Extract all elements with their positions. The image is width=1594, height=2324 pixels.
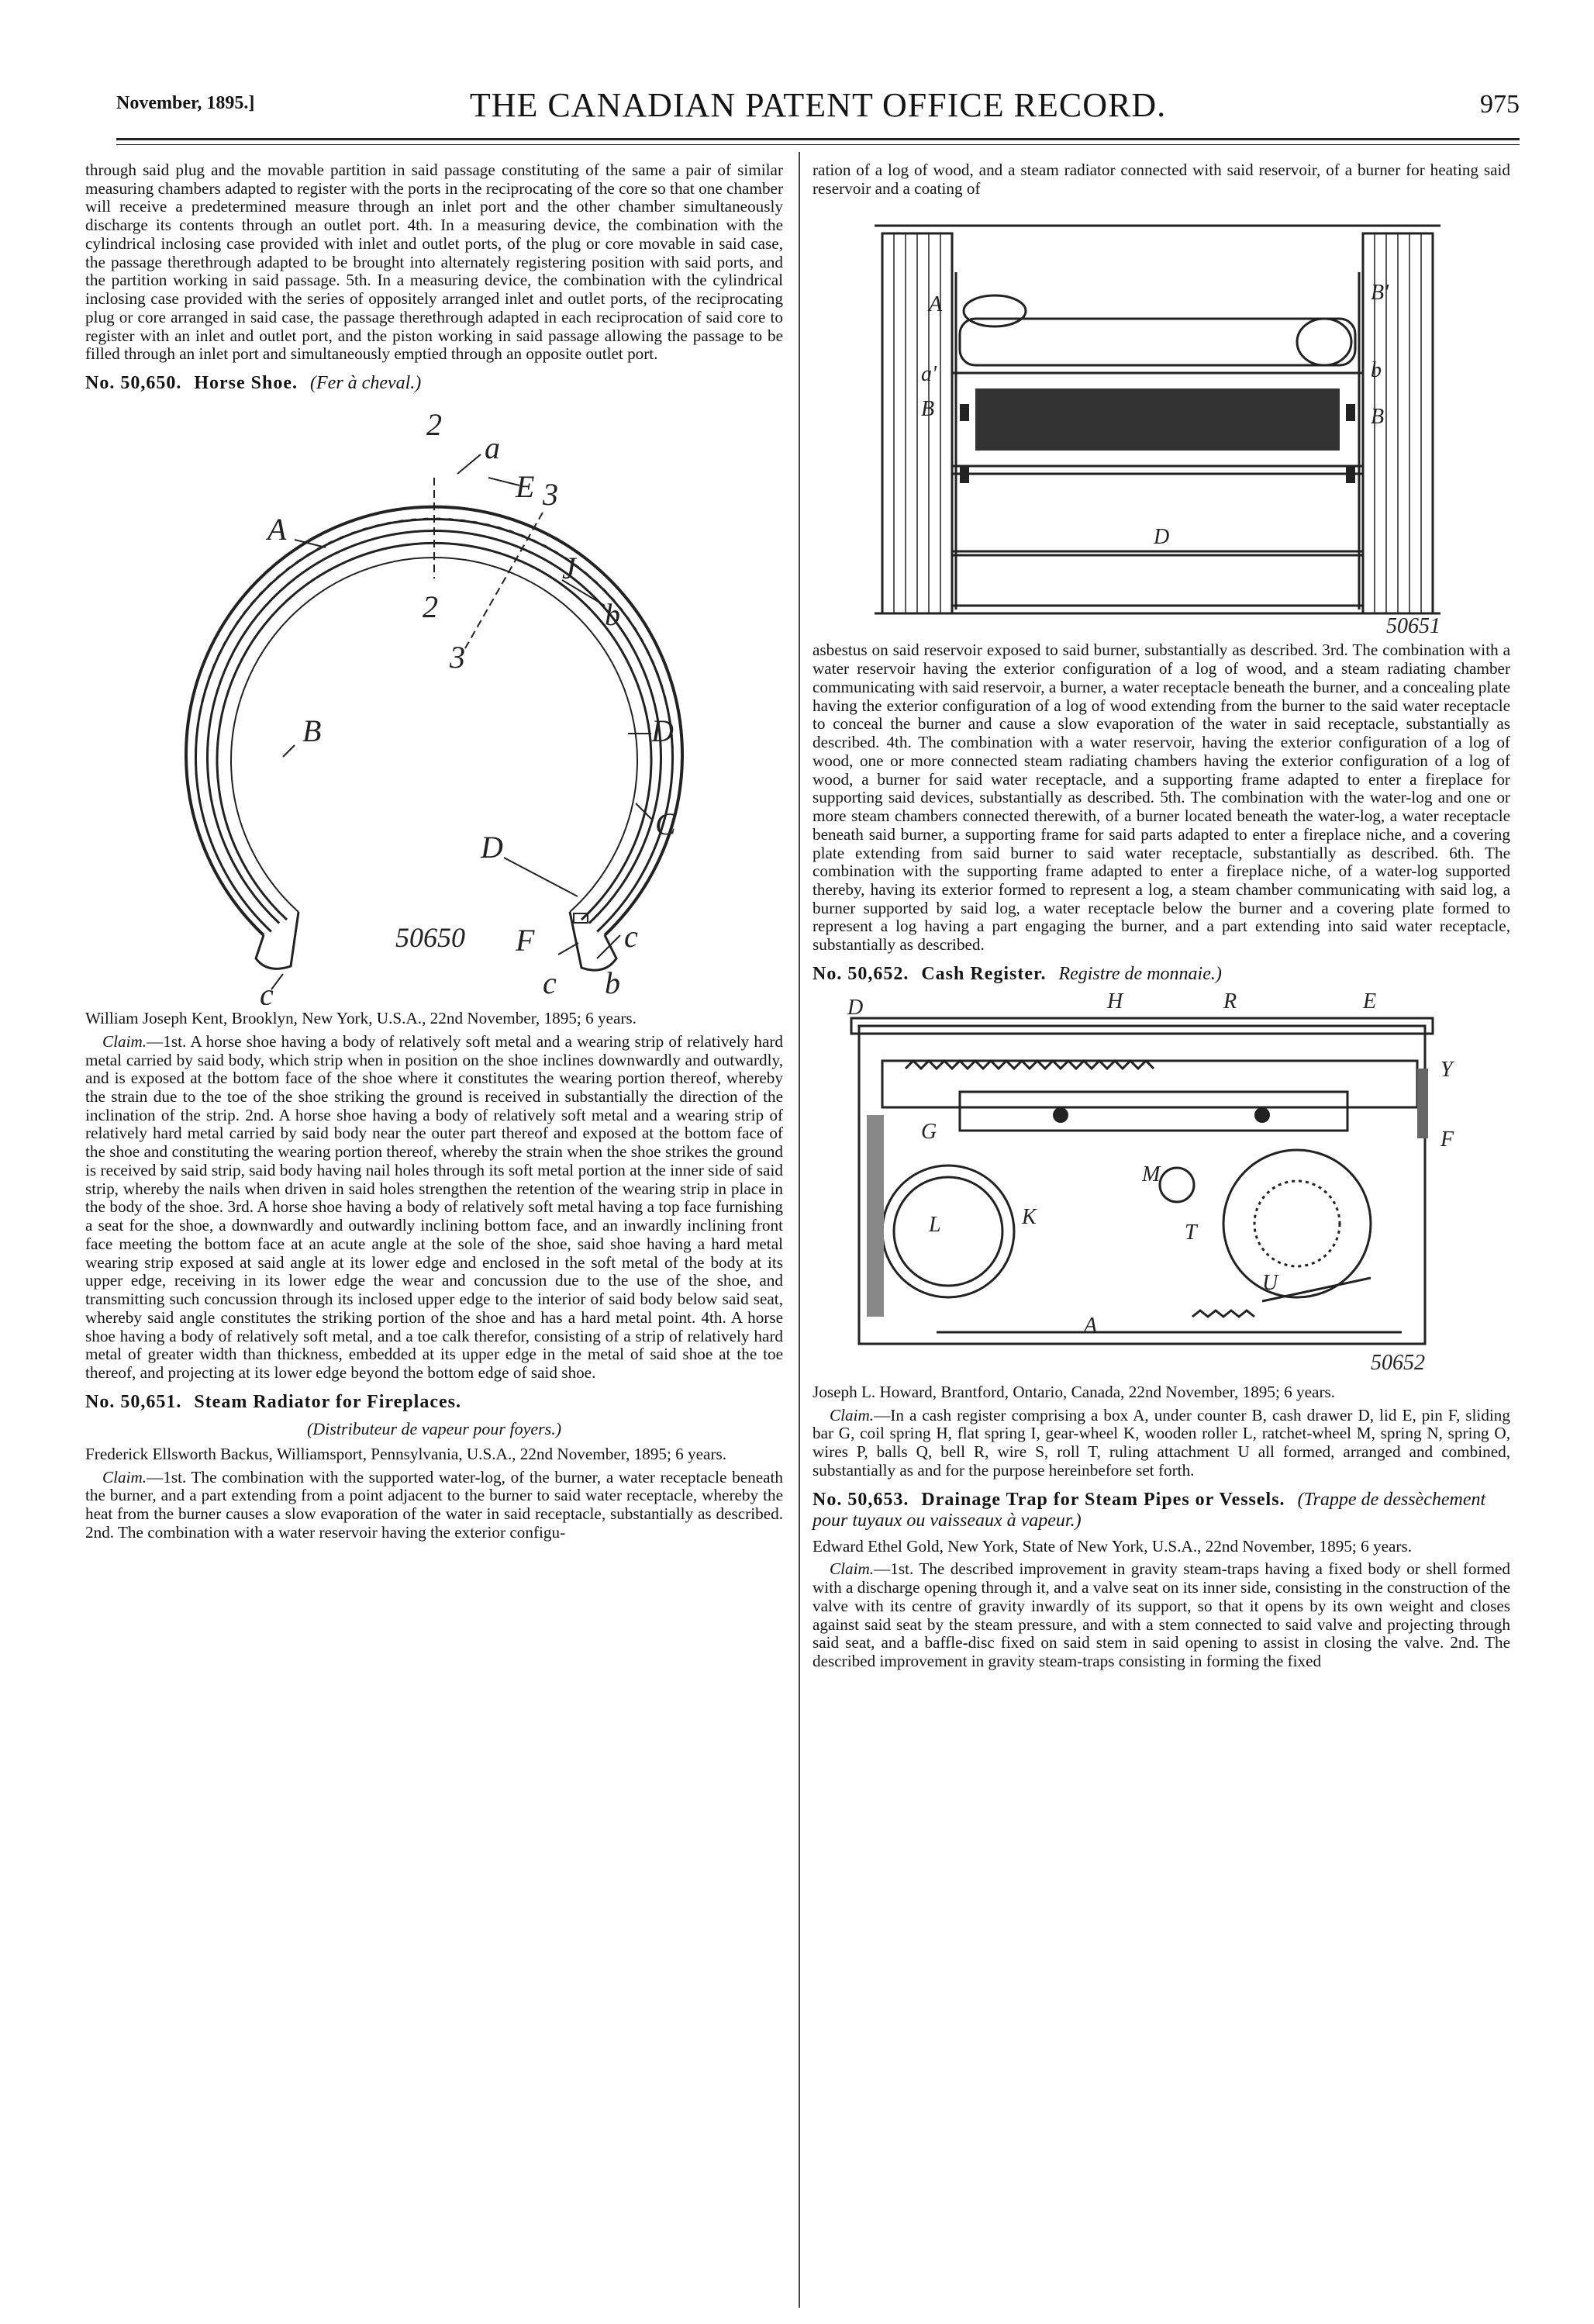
steam-radiator-figure — [828, 202, 1495, 637]
fig-label: E — [516, 469, 535, 505]
burner-fill — [975, 388, 1340, 451]
claim-text: —1st. The combination with the supported water-log, of the burner, a water receptacle beneath the burner, and a part extending from a point adjacent to the burner to said water receptacle, whereby the heat from the burner causes a slow evaporation of the water in said receptacle, substantially as described. 2nd. The combination with a water reservoir having the exterior configu- — [85, 1467, 783, 1542]
fig-label: B' — [1371, 281, 1389, 306]
claim-label: Claim. — [830, 1559, 875, 1579]
fig-label: G — [921, 1119, 937, 1144]
figure-number: 50650 — [395, 922, 465, 954]
fig-label: c — [624, 919, 638, 955]
continued-claim-text: through said plug and the movable partition in said passage constituting of the same a pair of similar measuring chambers adapted to register with the ports in the reciprocating of the core so that one chamber will receive a predetermined measure through an inlet port and the other chamber simultaneously discharge its contents through an outlet port. 4th. In a measuring device, the combination with the cylindrical inclosing case provided with inlet and outlet ports, of the plug or core movable in said case, the passage therethrough adapted to be brought into alternately registering position with said ports, and the partition working in said passage. 5th. In a measuring device, the combination with the cylindrical inclosing case provided with the series of oppositely arranged inlet and outlet ports, of the reciprocating plug or core arranged in said case, the passage therethrough adapted in each reciprocation of said core to register with an inlet and outlet port, and the piston working in said passage allowing the passage to be filled through an inlet port and simultaneously emptied through an opposite outlet port. — [85, 161, 783, 364]
continued-claim-text: asbestus on said reservoir exposed to said burner, substantially as described. 3rd. The combination with a water reservoir having the exterior configuration of a log of wood, and a steam radiating chamber communicating with said reservoir, a burner, a water receptacle beneath the burner, and a concealing plate having the exterior configuration of a log of wood extending from the burner to the said water receptacle to conceal the burner and cause a slow evaporation of the water in said receptacle, substantially as described. 4th. The combination with a water reservoir, having the exterior configuration of a log of wood, one or more connected steam radiating chambers having the exterior configuration of a log of wood, a burner for said water receptacle, and a supporting frame adapted to enter a fireplace for supporting said devices, substantially as described. 5th. The combination with the water-log and one or more steam chambers connected therewith, of a burner located beneath the water-log, a water receptacle beneath said burner, a supporting frame for said parts adapted to enter a fireplace niche, and a covering plate extending from said burner to said water receptacle, substantially as described. 6th. The combination with the supporting frame adapted to enter a fireplace niche, of a water-log supported thereby, having its exterior formed to represent a log, a steam chamber communicating with said log, a burner supported by said log, a water receptacle below the burner and a covering plate formed to represent a log having a part engaging the burner, and a part extending into said water receptacle, substantially as described. — [813, 641, 1510, 955]
patent-number: No. 50,652. — [813, 963, 909, 984]
fig-label: F — [516, 923, 535, 958]
left-column — [85, 161, 783, 1546]
figure-number: 50652 — [1371, 1350, 1425, 1375]
fig-label: 2 — [423, 589, 438, 625]
header-rule-thin — [116, 144, 1520, 145]
fig-label: A — [267, 512, 287, 547]
fig-label: D — [1154, 525, 1170, 550]
inventor-line: Edward Ethel Gold, New York, State of New York, U.S.A., 22nd November, 1895; 6 years. — [813, 1536, 1412, 1556]
header-rule-thick — [116, 138, 1520, 140]
fig-label: a — [485, 430, 500, 466]
patent-name-french: (Distributeur de vapeur pour foyers.) — [306, 1418, 562, 1438]
patent-name: Steam Radiator for Fireplaces. — [194, 1391, 461, 1412]
claim-label: Claim. — [102, 1467, 147, 1487]
fig-label: c — [260, 977, 274, 1006]
figure-number: 50651 — [1386, 614, 1440, 637]
fig-label: U — [1262, 1270, 1278, 1295]
fig-label: F — [1440, 1127, 1454, 1152]
fig-label: B — [302, 713, 322, 749]
fig-label: 3 — [450, 640, 465, 675]
claim-label: Claim. — [102, 1031, 147, 1051]
fig-label: c — [543, 965, 557, 1001]
fig-label: H — [1107, 990, 1123, 1014]
patent-name: Drainage Trap for Steam Pipes or Vessels. — [921, 1489, 1285, 1510]
page-number: 975 — [1480, 90, 1520, 119]
claim-label: Claim. — [830, 1405, 875, 1424]
claim-paragraph — [813, 1560, 1510, 1670]
patent-name-french: Registre de monnaie.) — [1058, 963, 1222, 984]
claim-paragraph — [813, 1407, 1510, 1480]
claim-paragraph — [85, 1469, 783, 1542]
patent-name-french: (Fer à cheval.) — [310, 373, 422, 394]
inventor-line: Joseph L. Howard, Brantford, Ontario, Canada, 22nd November, 1895; 6 years. — [813, 1382, 1336, 1401]
fig-label: M — [1142, 1162, 1161, 1186]
patent-name: Cash Register. — [921, 963, 1047, 984]
fig-label: a' — [921, 362, 937, 387]
patent-number: No. 50,651. — [85, 1391, 182, 1412]
patent-number: No. 50,650. — [85, 373, 182, 394]
fig-label: R — [1223, 990, 1237, 1014]
claim-text: —1st. A horse shoe having a body of relatively soft metal and a wearing strip of relatively hard metal carried by said body, which strip when in position on the shoe inclines downwardly and outwardly, and is exposed at the bottom face of the shoe where it constitutes the wearing portion thereof, whereby the strain due to the toe of the shoe striking the ground is received in substantially the direction of the inclination of the strip. 2nd. A horse shoe having a body of relatively soft metal and a wearing strip of relatively hard metal carried by said body near the outer part thereof and exposed at the bottom face of the shoe and constituting the wearing portion thereof, whereby the strain when the shoe strikes the ground is received by said strip, said body having nail holes through its soft metal portion at the inner side of said strip, whereby the nails when driven in said holes strengthen the retention of the wearing strip in place in the body of the shoe. 3rd. A horse shoe having a body of relatively soft metal having a top face furnishing a seat for the shoe, a downwardly and outwardly inclining bottom face, and an inwardly inclining front face meeting the bottom face at an acute angle at the sole of the shoe, said shoe having a hard metal wearing strip exposed at said angle at its lower edge and enclosed in the soft metal of the body at its upper edge, receiving in its lower edge the wear and concussion due to the use of the shoe, and transmitting such concussion through its inclosed upper edge to the interior of said body below said seat, whereby said angle constitutes the striking portion of the shoe and has a hard metal point. 4th. A horse shoe having a body of relatively soft metal, and a toe calk therefor, consisting of a strip of relatively hard metal of greater width than thickness, embedded at its upper edge in the metal of said shoe at the toe thereof, and projecting at its lower edge beyond the bottom edge of said shoe. — [85, 1031, 783, 1383]
fig-label: K — [1022, 1204, 1037, 1229]
page-header — [116, 85, 1520, 132]
fig-label: B — [921, 397, 935, 422]
fig-label: 3 — [543, 477, 558, 513]
fig-label: b — [605, 597, 620, 633]
horseshoe-figure — [140, 400, 729, 1005]
patent-name: Horse Shoe. — [194, 373, 298, 394]
inventor-line: William Joseph Kent, Brooklyn, New York, U.S.A., 22nd November, 1895; 6 years. — [85, 1009, 637, 1028]
fig-label: b — [1371, 358, 1382, 383]
fig-label: D — [651, 713, 674, 749]
patent-heading-50650 — [85, 373, 783, 394]
fig-label: Y — [1440, 1057, 1453, 1082]
fig-label: C — [655, 806, 676, 842]
continued-claim-text: ration of a log of wood, and a steam radiator connected with said reservoir, of a burner for heating said reservoir and a coating of — [813, 161, 1510, 198]
fig-label: J — [562, 551, 576, 586]
fig-label: D — [481, 830, 503, 865]
fig-label: A — [1084, 1313, 1098, 1338]
fig-label: 2 — [426, 407, 442, 443]
patent-heading-50652 — [813, 964, 1510, 985]
fig-label: B — [1371, 405, 1385, 430]
fig-label: A — [929, 292, 943, 317]
patent-heading-50651 — [85, 1392, 783, 1413]
right-column — [813, 161, 1510, 1676]
fig-label: b — [605, 965, 620, 1001]
header-date: November, 1895.] — [116, 93, 255, 113]
patent-name-french: (Trappe de dessèchement pour tuyaux ou vaisseaux à vapeur.) — [813, 1489, 1486, 1531]
patent-number: No. 50,653. — [813, 1489, 909, 1510]
claim-paragraph — [85, 1033, 783, 1383]
cash-register-figure — [828, 991, 1495, 1379]
claim-text: —1st. The described improvement in gravity steam-traps having a fixed body or shell formed with a discharge opening through it, and a valve seat on its inner side, consisting in the construction of the valve with its centre of gravity inwardly of its support, so that it opens by its own weight and closes against said seat by the steam pressure, and with a stem connected to said valve and projecting through said seat, and a baffle-disc fixed on said stem in said opening to assist in closing the valve. 2nd. The described improvement in gravity steam-traps consisting in forming the fixed — [813, 1559, 1510, 1671]
inventor-line: Frederick Ellsworth Backus, Williamsport, Pennsylvania, U.S.A., 22nd November, 1895; 6 years. — [85, 1444, 727, 1463]
fig-label: D — [847, 995, 864, 1020]
fig-label: T — [1185, 1220, 1197, 1245]
journal-title: THE CANADIAN PATENT OFFICE RECORD. — [469, 86, 1167, 124]
fig-label: E — [1363, 990, 1377, 1014]
fig-label: L — [929, 1212, 941, 1237]
column-divider — [799, 152, 800, 2308]
patent-heading-50653 — [813, 1490, 1510, 1531]
claim-text: —In a cash register comprising a box A, under counter B, cash drawer D, lid E, pin F, sliding bar G, coil spring H, flat spring I, gear-wheel K, wooden roller L, ratchet-wheel M, spring N, spring O, wires P, balls Q, bell R, wire S, roll T, ruling attachment U all formed, arranged and combined, substantially as and for the purpose hereinbefore set forth. — [813, 1405, 1510, 1480]
